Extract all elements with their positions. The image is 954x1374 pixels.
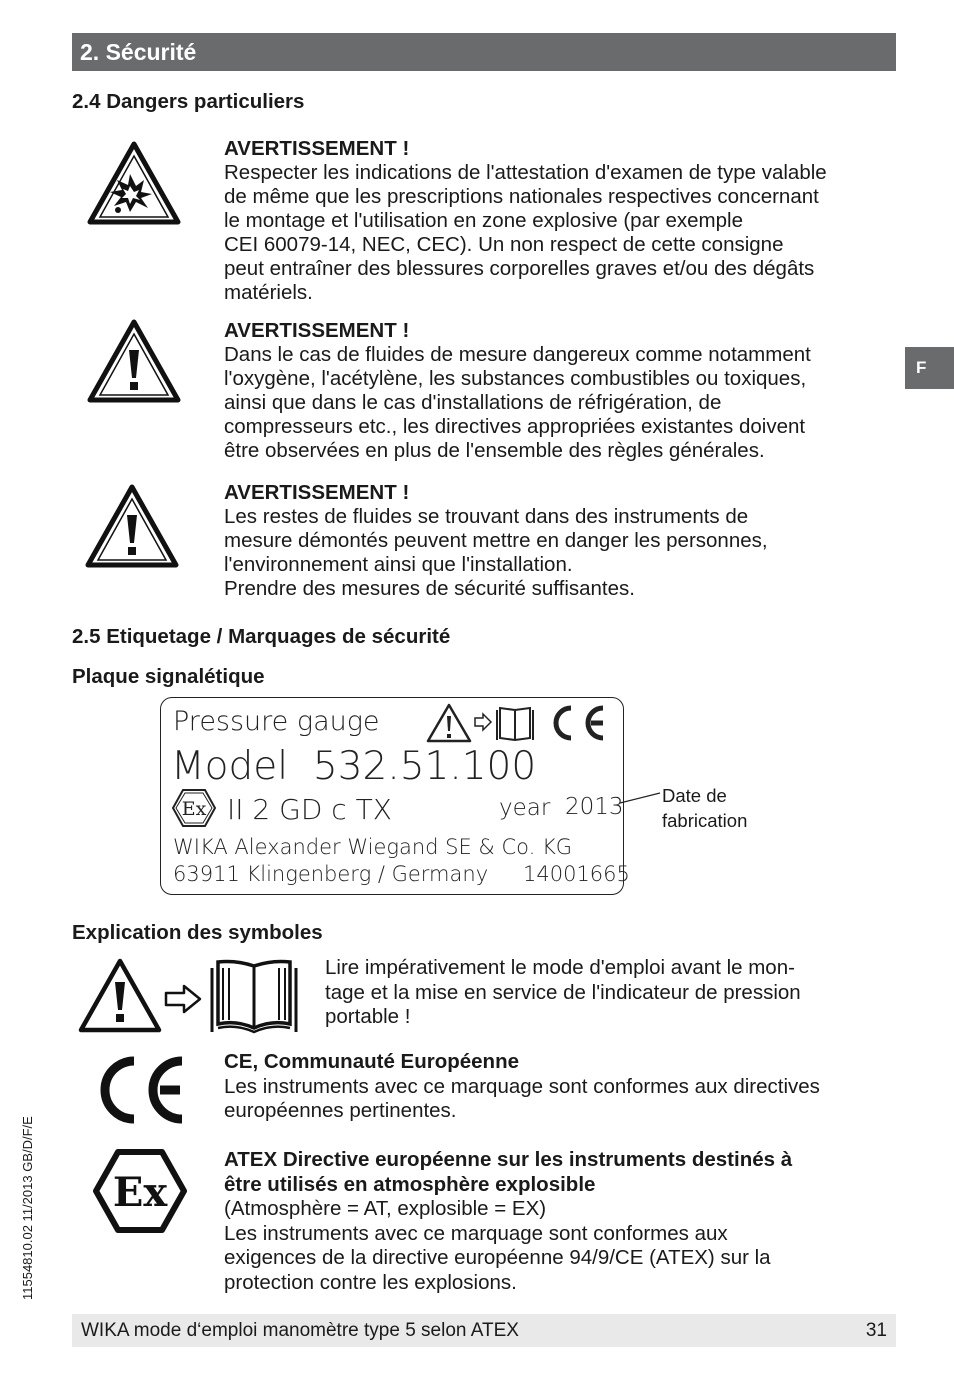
- plate-marking: II 2 GD c TX: [227, 793, 392, 826]
- warning-block-3: [224, 481, 896, 601]
- plate-model: Model 532.51.100: [171, 744, 537, 789]
- ce-title: CE, Communauté Européenne: [224, 1050, 520, 1073]
- ex-atex-icon: [92, 1148, 188, 1234]
- plate-ex-icon: [171, 788, 217, 828]
- document-id: 11554810.02 11/2013 GB/D/F/E: [20, 1116, 35, 1300]
- warning-triangle-icon: [84, 483, 180, 569]
- warning-title: AVERTISSEMENT !: [224, 137, 410, 160]
- warning-title: AVERTISSEMENT !: [224, 481, 410, 504]
- footer-title: WIKA mode d‘emploi manomètre type 5 selon ATEX: [81, 1320, 519, 1341]
- svg-text:Ex: Ex: [181, 798, 207, 820]
- explosion-warning-icon: [86, 140, 182, 226]
- plate-year-value: 2013: [565, 794, 624, 820]
- section-title-bar: 2. Sécurité: [72, 33, 896, 71]
- ce-mark-icon: [90, 1055, 190, 1125]
- plate-serial: 14001665: [523, 862, 630, 886]
- plate-symbols: [425, 702, 615, 744]
- section-heading-2-4: 2.4 Dangers particuliers: [72, 90, 305, 113]
- warning-triangle-icon: [86, 318, 182, 404]
- warning-block-1: [224, 137, 896, 305]
- atex-title: ATEX Directive européenne sur les instruments destinés à être utilisés en atmosphère explosible: [224, 1148, 793, 1196]
- symbols-heading: Explication des symboles: [72, 921, 323, 944]
- plate-address: 63911 Klingenberg / Germany: [173, 862, 489, 886]
- manual-symbol-text: Lire impérativement le mode d'emploi avant le mon- tage et la mise en service de l'indicateur de pression portable !: [325, 956, 801, 1028]
- nameplate: [160, 697, 630, 895]
- language-tab[interactable]: F: [905, 347, 954, 389]
- date-callout: Date de fabrication: [662, 785, 748, 831]
- plate-product: Pressure gauge: [173, 706, 380, 737]
- warning-text: Dans le cas de fluides de mesure dangereux comme notamment l'oxygène, l'acétylène, les substances combustibles ou toxiques, ainsi que dans le cas d'installations de réfrigération, de compresseurs etc., les directives appropriées existantes doivent être observées en plus de l'ensemble des règles générales.: [224, 343, 811, 462]
- plate-heading: Plaque signalétique: [72, 665, 265, 688]
- plate-company: WIKA Alexander Wiegand SE & Co. KG: [173, 835, 573, 859]
- atex-text: (Atmosphère = AT, explosible = EX) Les instruments avec ce marquage sont conformes aux exigences de la directive européenne 94/9/CE (ATEX) sur la protection contre les explosions.: [224, 1197, 771, 1294]
- warning-triangle-icon: [78, 958, 162, 1034]
- page-number: 31: [865, 1320, 887, 1341]
- arrow-right-icon: [164, 984, 204, 1014]
- warning-text: Respecter les indications de l'attestation d'examen de type valable de même que les prescriptions nationales respectives concernant le montage et l'utilisation en zone explosive (par exemple CEI 60079-14, NEC, CEC). Un non respect de cette consigne peut entraîner des blessures corporelles graves et/ou des dégâts matériels.: [224, 161, 827, 304]
- warning-text: Les restes de fluides se trouvant dans des instruments de mesure démontés peuvent mettre en danger les personnes, l'environnement ainsi que l'installation. Prendre des mesures de sécurité suffisantes.: [224, 505, 768, 600]
- callout-leader: [618, 790, 664, 806]
- ce-symbol-block: [224, 1050, 896, 1124]
- svg-text:Ex: Ex: [112, 1169, 168, 1216]
- page-footer: [72, 1314, 896, 1347]
- atex-symbol-block: [224, 1148, 896, 1295]
- warning-block-2: [224, 319, 896, 463]
- ce-text: Les instruments avec ce marquage sont conformes aux directives européennes pertinentes.: [224, 1074, 820, 1122]
- manual-book-icon: [208, 958, 300, 1036]
- warning-title: AVERTISSEMENT !: [224, 319, 410, 342]
- section-heading-2-5: 2.5 Etiquetage / Marquages de sécurité: [72, 625, 451, 648]
- plate-year-label: year: [499, 795, 551, 821]
